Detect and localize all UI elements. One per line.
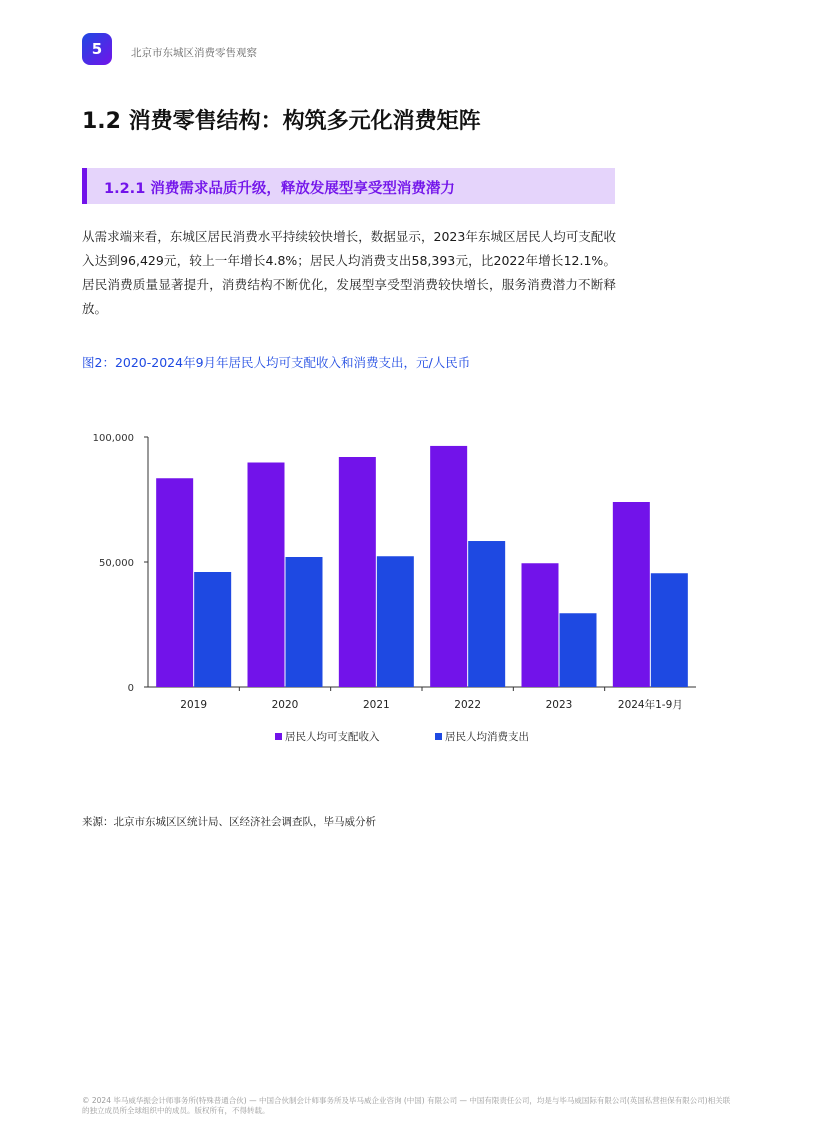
x-tick-label: 2024年1-9月 [617, 699, 683, 711]
y-tick-label: 100,000 [92, 433, 134, 444]
bar-1-3 [468, 541, 505, 687]
x-tick-label: 2023 [545, 699, 573, 711]
section-title: 1.2 消费零售结构：构筑多元化消费矩阵 [82, 109, 481, 134]
footer-disclaimer: © 2024 毕马威华振会计师事务所(特殊普通合伙) — 中国合伙制会计师事务所及毕马威企业咨询 (中国) 有限公司 — 中国有限责任公司，均是与毕马威国际有限公司(英国私营担保有限公司)相关联的独立成员所全球组织中的成员。版权所有，不得转载。 [82, 1096, 731, 1115]
x-tick-label: 2021 [362, 699, 390, 711]
subsection-banner [82, 168, 615, 204]
figure-caption: 图2：2020-2024年9月年居民人均可支配收入和消费支出，元/人民币 [82, 355, 471, 370]
subsection-title: 1.2.1 消费需求品质升级，释放发展型享受型消费潜力 [104, 181, 455, 197]
bar-0-5 [613, 502, 650, 687]
bar-1-5 [651, 573, 688, 687]
bar-1-2 [377, 556, 414, 687]
bar-0-3 [430, 446, 467, 687]
x-tick-label: 2022 [454, 699, 482, 711]
legend-swatch-0 [275, 733, 282, 740]
x-tick-label: 2020 [271, 699, 299, 711]
running-header-title: 北京市东城区消费零售观察 [131, 47, 257, 59]
bar-1-1 [286, 557, 323, 687]
bar-0-0 [156, 478, 193, 687]
y-tick-label: 0 [127, 683, 134, 694]
page-number-badge: 5 [82, 33, 112, 65]
legend-label-1: 居民人均消费支出 [445, 731, 529, 743]
bar-1-0 [194, 572, 231, 687]
bar-chart [0, 420, 816, 760]
bar-0-4 [522, 563, 559, 687]
y-tick-label: 50,000 [99, 558, 134, 569]
legend-swatch-1 [435, 733, 442, 740]
bar-0-1 [248, 463, 285, 688]
source-note: 来源：北京市东城区区统计局、区经济社会调查队，毕马威分析 [82, 816, 376, 828]
x-tick-label: 2019 [180, 699, 208, 711]
legend-label-0: 居民人均可支配收入 [285, 731, 380, 743]
bar-0-2 [339, 457, 376, 687]
body-paragraph: 从需求端来看，东城区居民消费水平持续较快增长，数据显示，2023年东城区居民人均可支配收入达到96,429元，较上一年增长4.8%；居民人均消费支出58,393元，比2022年增长12.1%。居民消费质量显著提升，消费结构不断优化，发展型享受型消费较快增长，服务消费潜力不断释放。 [82, 229, 616, 316]
bar-1-4 [560, 613, 597, 687]
